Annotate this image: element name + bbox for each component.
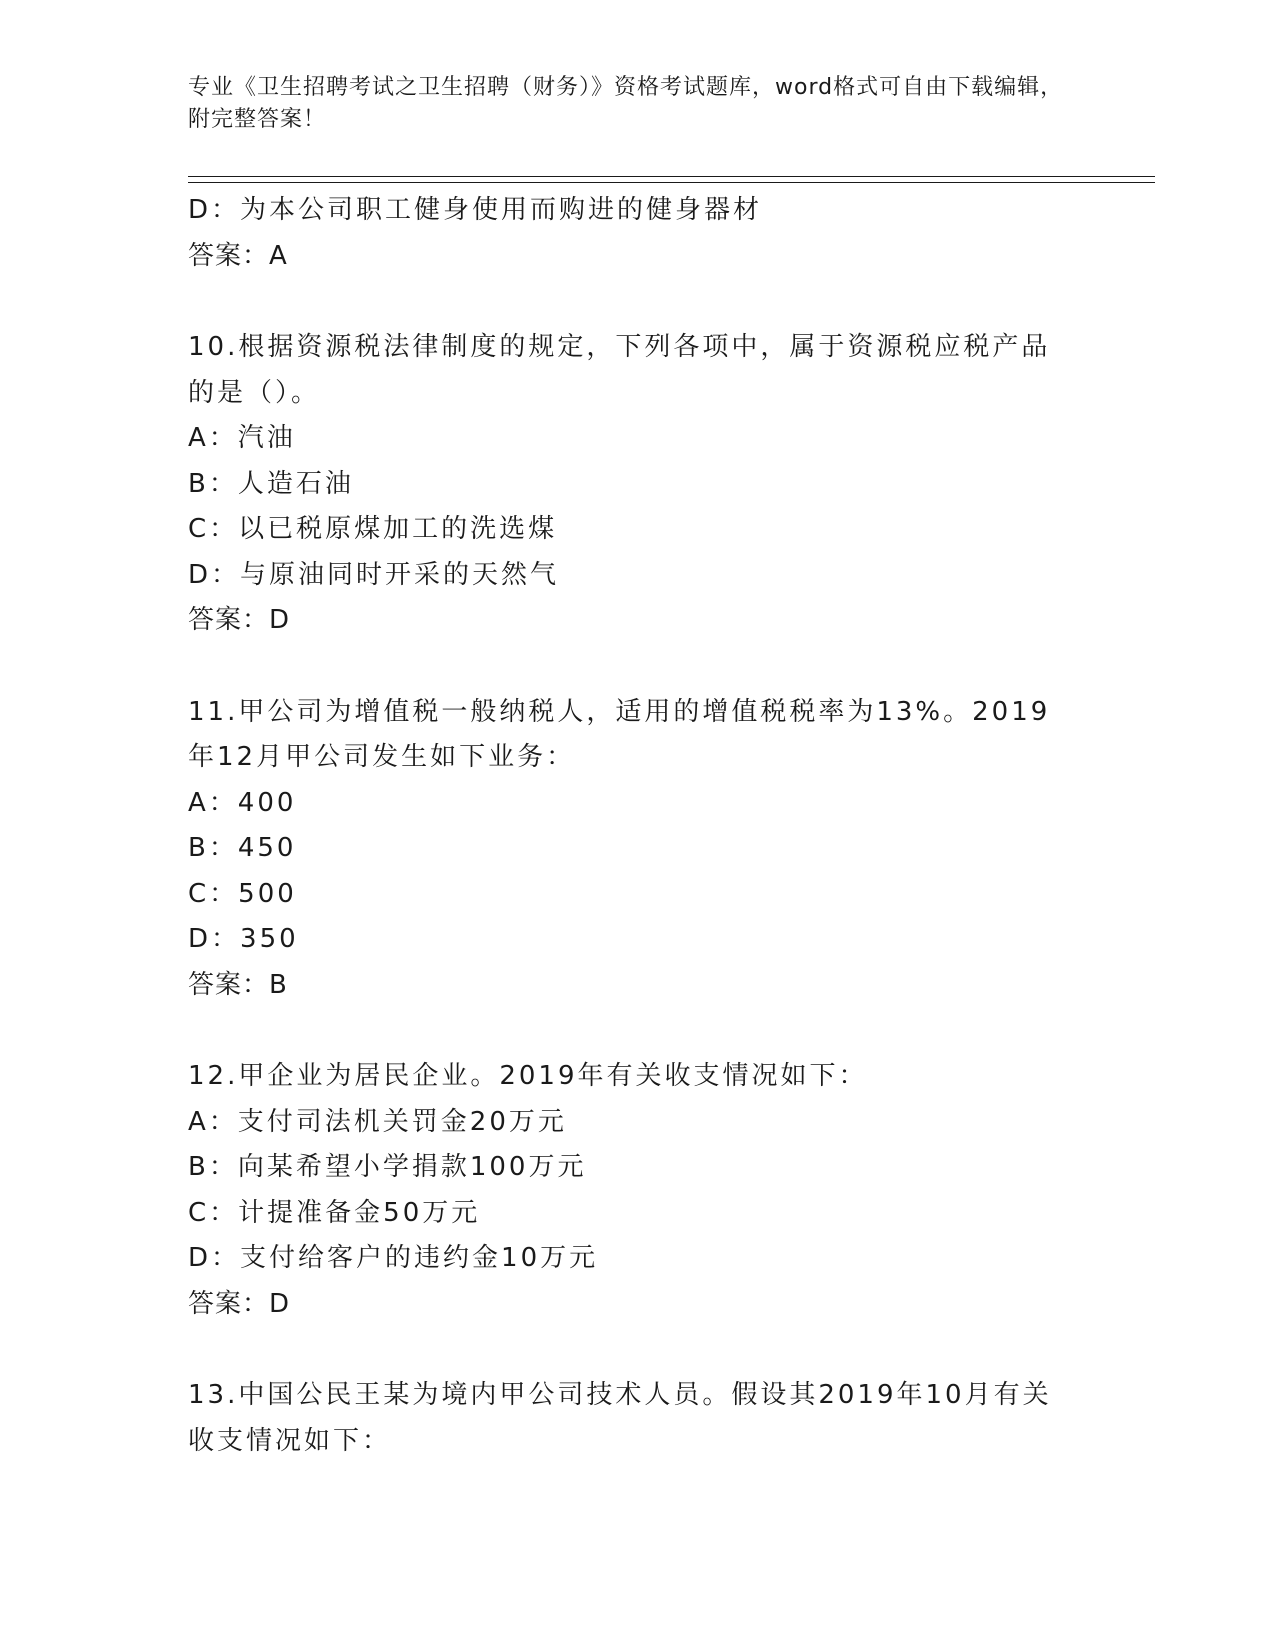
- question-stem: 13.中国公民王某为境内甲公司技术人员。假设其2019年10月有关收支情况如下：: [188, 1380, 1052, 1456]
- option-d: D：为本公司职工健身使用而购进的健身器材: [188, 195, 763, 225]
- option-c: C：500: [188, 878, 297, 909]
- question-12: [188, 1054, 1088, 1327]
- question-13: [188, 1373, 1088, 1464]
- answer-line: 答案：A: [188, 240, 288, 271]
- option-a: A：汽油: [188, 423, 296, 453]
- option-a: A：400: [188, 787, 297, 818]
- header-divider-bottom: [188, 182, 1155, 183]
- question-stem: 11.甲公司为增值税一般纳税人，适用的增值税税率为13%。2019年12月甲公司发生如下业务：: [188, 696, 1051, 772]
- question-11: [188, 690, 1088, 1009]
- document-header: 专业《卫生招聘考试之卫生招聘（财务）》资格考试题库，word格式可自由下载编辑，附完整答案！: [188, 75, 1064, 132]
- option-c: C：计提准备金50万元: [188, 1197, 481, 1228]
- answer-line: 答案：D: [188, 605, 291, 635]
- question-stem: 12.甲企业为居民企业。2019年有关收支情况如下：: [188, 1061, 868, 1091]
- question-stem: 10.根据资源税法律制度的规定，下列各项中，属于资源税应税产品的是（）。: [188, 332, 1051, 408]
- previous-question-tail: [188, 188, 1088, 279]
- option-b: B：向某希望小学捐款100万元: [188, 1152, 587, 1182]
- option-d: D：与原油同时开采的天然气: [188, 559, 560, 590]
- option-d: D：350: [188, 924, 299, 954]
- header-divider-top: [188, 176, 1155, 177]
- question-10: [188, 325, 1088, 644]
- option-b: B：450: [188, 833, 297, 863]
- option-a: A：支付司法机关罚金20万元: [188, 1106, 567, 1137]
- option-b: B：人造石油: [188, 468, 354, 499]
- answer-line: 答案：B: [188, 969, 288, 1000]
- question-content: [188, 188, 1088, 1464]
- option-c: C：以已税原煤加工的洗选煤: [188, 514, 558, 544]
- option-d: D：支付给客户的违约金10万元: [188, 1243, 599, 1273]
- answer-line: 答案：D: [188, 1288, 291, 1319]
